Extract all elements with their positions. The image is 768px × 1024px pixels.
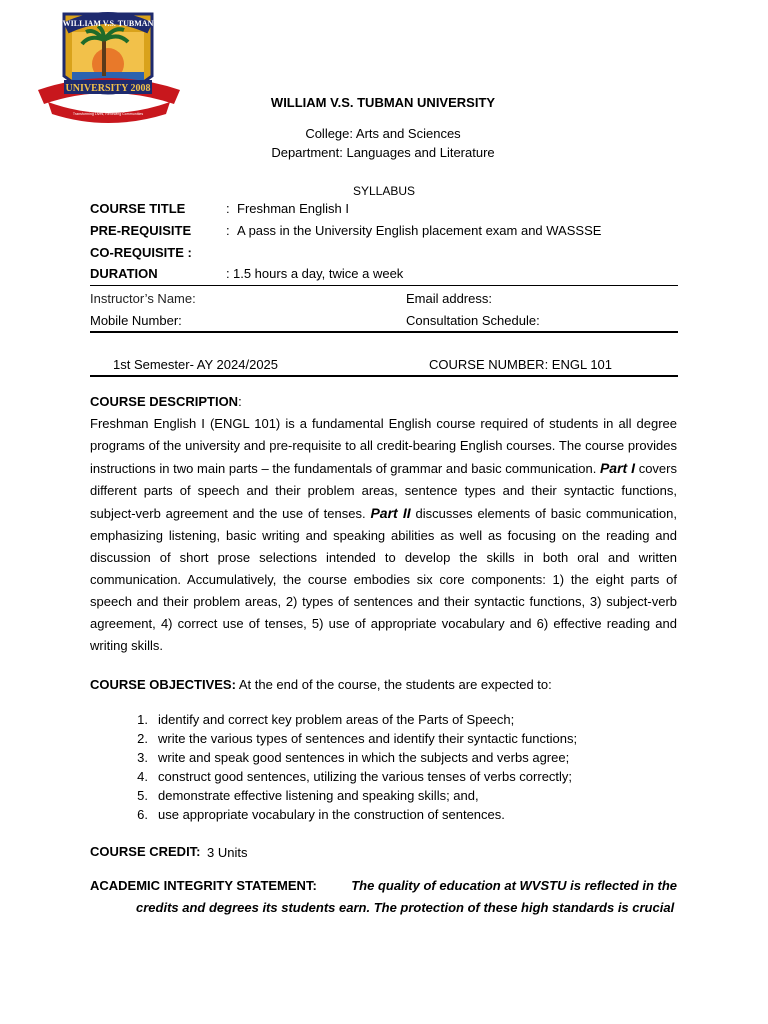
objective-text: write the various types of sentences and identify their syntactic functions; bbox=[158, 731, 578, 746]
prerequisite-label: PRE-REQUISITE bbox=[90, 223, 192, 238]
academic-integrity-text-1: The quality of education at WVSTU is reflected in the bbox=[351, 878, 677, 893]
course-objectives-title: COURSE OBJECTIVES: bbox=[90, 677, 236, 692]
objective-text: write and speak good sentences in which the subjects and verbs agree; bbox=[158, 750, 570, 765]
syllabus-label: SYLLABUS bbox=[352, 184, 416, 198]
objective-text: demonstrate effective listening and speaking skills; and, bbox=[158, 788, 479, 803]
part-i-label: Part I bbox=[599, 460, 636, 476]
objective-number: 4. bbox=[137, 769, 148, 784]
instructor-name-label: Instructor’s Name: bbox=[90, 291, 196, 306]
course-title-sep: : bbox=[226, 201, 230, 216]
objective-number: 2. bbox=[137, 731, 148, 746]
college-line: College: Arts and Sciences bbox=[305, 126, 461, 141]
course-description-colon: : bbox=[238, 394, 242, 409]
duration-label: DURATION bbox=[90, 266, 158, 281]
course-credit-value: 3 Units bbox=[207, 845, 248, 860]
divider-bottom bbox=[90, 375, 678, 377]
duration-value: 1.5 hours a day, twice a week bbox=[233, 266, 404, 281]
divider-middle bbox=[90, 331, 678, 333]
description-part-a: Freshman English I (ENGL 101) is a fundamental English course required of students in all degree programs of the university and pre-requisite to all credit-bearing English courses. The course provides instructions in two main parts – the fundamentals of grammar and basic communication. bbox=[90, 416, 677, 476]
email-address-label: Email address: bbox=[406, 291, 492, 306]
semester-term: 1st Semester- AY 2024/2025 bbox=[113, 357, 279, 372]
objective-text: construct good sentences, utilizing the various tenses of verbs correctly; bbox=[158, 769, 573, 784]
course-objectives-intro: At the end of the course, the students are expected to: bbox=[238, 677, 552, 692]
department-line: Department: Languages and Literature bbox=[271, 145, 495, 160]
part-ii-label: Part II bbox=[370, 505, 411, 521]
objective-text: use appropriate vocabulary in the construction of sentences. bbox=[158, 807, 505, 822]
course-title-label: COURSE TITLE bbox=[90, 201, 186, 216]
course-description-title: COURSE DESCRIPTION bbox=[90, 394, 239, 409]
logo-motto: Transforming Lives, Renewing Communities bbox=[72, 112, 144, 116]
logo-banner-text: UNIVERSITY 2008 bbox=[65, 83, 151, 94]
consultation-schedule-label: Consultation Schedule: bbox=[406, 313, 540, 328]
objective-number: 6. bbox=[137, 807, 148, 822]
objective-number: 5. bbox=[137, 788, 148, 803]
logo-top-text: WILLIAM V.S. TUBMAN bbox=[62, 19, 154, 28]
course-title-value: Freshman English I bbox=[237, 201, 349, 216]
course-number: COURSE NUMBER: ENGL 101 bbox=[429, 357, 613, 372]
duration-sep: : bbox=[226, 266, 230, 281]
course-description-text bbox=[90, 413, 677, 657]
academic-integrity-line-1 bbox=[90, 877, 677, 895]
course-objectives-heading bbox=[90, 676, 552, 694]
prerequisite-sep: : bbox=[226, 223, 230, 238]
objective-number: 3. bbox=[137, 750, 148, 765]
academic-integrity-heading: ACADEMIC INTEGRITY STATEMENT: bbox=[90, 878, 317, 893]
course-description-heading bbox=[90, 393, 242, 411]
corequisite-label: CO-REQUISITE : bbox=[90, 245, 192, 260]
description-part-b: covers different parts of speech and their problem areas, sentence types and their syntactic functions, subject-verb agreement and the use of tenses. bbox=[90, 461, 677, 521]
objective-number: 1. bbox=[137, 712, 148, 727]
mobile-number-label: Mobile Number: bbox=[90, 313, 182, 328]
divider-top bbox=[90, 285, 678, 286]
prerequisite-value: A pass in the University English placement exam and WASSSE bbox=[237, 223, 602, 238]
objective-text: identify and correct key problem areas of the Parts of Speech; bbox=[158, 712, 515, 727]
academic-integrity-text-2: credits and degrees its students earn. The protection of these high standards is crucial bbox=[136, 900, 675, 915]
course-credit-label: COURSE CREDIT: bbox=[90, 844, 201, 859]
university-name: WILLIAM V.S. TUBMAN UNIVERSITY bbox=[270, 95, 496, 110]
description-part-c: discusses elements of basic communication, emphasizing listening, basic writing and speaking abilities as well as focusing on the reading and discussion of short prose selections intended to develop the skills in both oral and written communication. Accumulatively, the course embodies six core components: 1) the eight parts of speech and their problem areas, 2) types of sentences and their syntactic functions, 3) subject-verb agreement, 4) correct use of tenses, 5) use of appropriate vocabulary and 6) effective reading and writing skills. bbox=[90, 506, 677, 653]
